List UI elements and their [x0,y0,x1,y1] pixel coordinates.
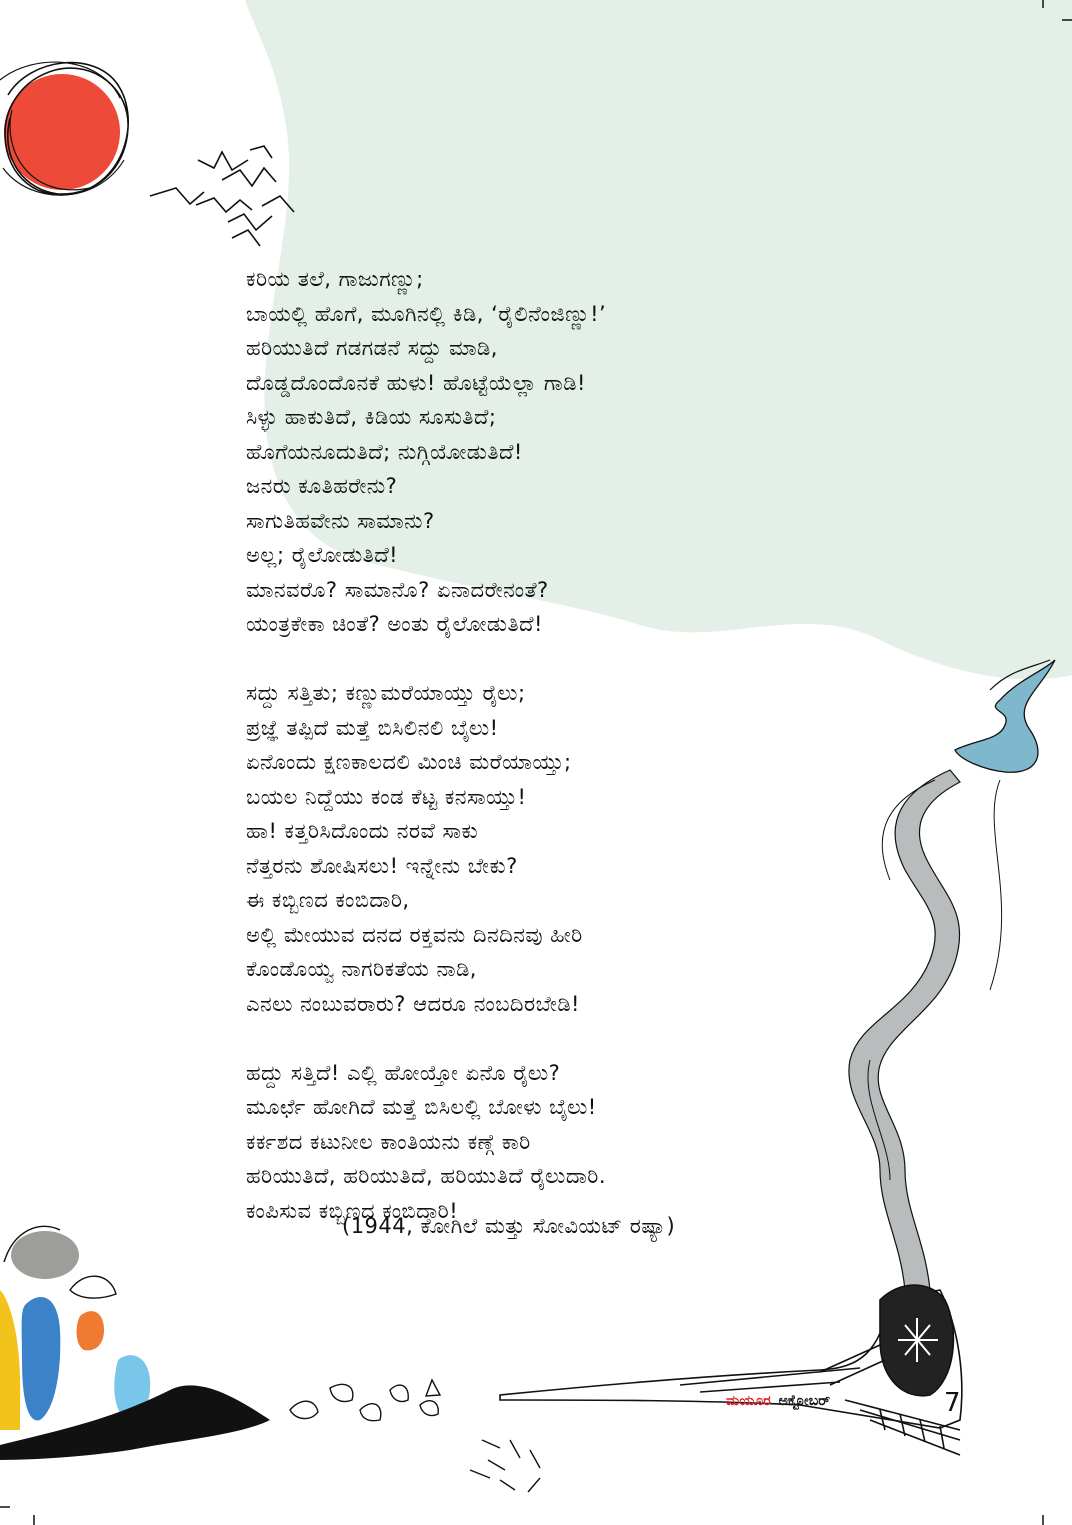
poem-line: ಈ ಕಬ್ಬಿಣದ ಕಂಬಿದಾರಿ, [246,888,410,912]
poem-line: ಹರಿಯುತಿದೆ, ಹರಿಯುತಿದೆ, ಹರಿಯುತಿದೆ ರೈಲುದಾರಿ. [246,1164,607,1188]
stanza-gap [246,1021,806,1056]
birds-illustration [150,146,294,246]
poem-line: ನೆತ್ತರನು ಶೋಷಿಸಲು! ಇನ್ನೇನು ಬೇಕು? [246,853,518,878]
poem-line: ಸಾಗುತಿಹವೇನು ಸಾಮಾನು? [246,508,435,533]
magazine-footer [726,1393,830,1409]
poem-line: ಬಯಲ ನಿದ್ದೆಯು ಕಂಡ ಕೆಟ್ಟ ಕನಸಾಯ್ತು! [246,784,527,809]
poem-stanza [246,1056,806,1229]
poem-line: ಹಾ! ಕತ್ತರಿಸಿದೊಂದು ನರವೆ ಸಾಕು [246,819,479,843]
poem-line: ಕರಿಯ ತಲೆ, ಗಾಜುಗಣ್ಣು; [246,267,424,291]
poem-line: ಬಾಯಲ್ಲಿ ಹೊಗೆ, ಮೂಗಿನಲ್ಲಿ ಕಿಡಿ, ‘ರೈಲಿನೆಂಜಿಣ್ಣು!’ [246,301,607,326]
smoke-illustration [849,770,1002,1290]
poem-line: ಸಿಳ್ಳು ಹಾಕುತಿದೆ, ಕಿಡಿಯ ಸೂಸುತಿದೆ; [246,405,497,429]
poem-line: ಮೂರ್ಛೆ ಹೋಗಿದೆ ಮತ್ತೆ ಬಿಸಿಲಲ್ಲಿ ಬೋಳು ಬೈಲು! [246,1095,597,1119]
poem-line: ಜನರು ಕೂತಿಹರೇನು? [246,474,398,498]
poem-line: ಕರ್ಕಶದ ಕಟುನೀಲ ಕಾಂತಿಯನು ಕಣ್ಗೆ ಕಾರಿ [246,1129,531,1154]
poem-stanza [246,262,806,642]
poem-line: ಹರಿಯುತಿದೆ ಗಡಗಡನೆ ಸದ್ದು ಮಾಡಿ, [246,336,498,360]
poem-line: ಅಲ್ಲ; ರೈಲೋಡುತಿದೆ! [246,543,399,567]
poem-line: ಏನೊಂದು ಕ್ಷಣಕಾಲದಲಿ ಮಿಂಚಿ ಮರೆಯಾಯ್ತು; [246,750,572,774]
poem-line: ಯಂತ್ರಕೇಕಾ ಚಿಂತೆ? ಅಂತು ರೈಲೋಡುತಿದೆ! [246,612,543,636]
stanza-gap [246,642,806,677]
poem-line: ಹೊಗೆಯನೂದುತಿದೆ; ನುಗ್ಗಿಯೋಡುತಿದೆ! [246,439,523,464]
poem-line: ಕಂಪಿಸುವ ಕಬ್ಬಿಣದ ಕಂಬಿದಾರಿ! [246,1198,459,1223]
poem-line: ದೊಡ್ಡದೊಂದೊನಕೆ ಹುಳು! ಹೊಟ್ಟೆಯೆಲ್ಲಾ ಗಾಡಿ! [246,370,586,395]
poem-line: ಮಾನವರೊ? ಸಾಮಾನೊ? ಏನಾದರೇನಂತೆ? [246,577,549,602]
people-illustration [0,1226,270,1460]
poem-line: ಕೊಂಡೊಯ್ವ ನಾಗರಿಕತೆಯ ನಾಡಿ, [246,957,477,981]
poem-body [246,262,806,1228]
issue-month: ಅಕ್ಟೋಬರ್ [778,1393,831,1409]
poem-line: ಅಲ್ಲಿ ಮೇಯುವ ದನದ ರಕ್ತವನು ದಿನದಿನವು ಹೀರಿ [246,922,583,947]
poem-stanza [246,676,806,1021]
train-illustration [500,1285,962,1455]
poem-line: ಸದ್ದು ಸತ್ತಿತು; ಕಣ್ಣುಮರೆಯಾಯ್ತು ರೈಲು; [246,681,526,705]
magazine-name: ಮಯೂರ [726,1393,771,1409]
poem-line: ಪ್ರಜ್ಞೆ ತಪ್ಪಿದೆ ಮತ್ತೆ ಬಿಸಿಲಿನಲಿ ಬೈಲು! [246,715,499,740]
sun-illustration [0,62,128,195]
poem-line: ಎನಲು ನಂಬುವರಾರು? ಆದರೂ ನಂಬದಿರಬೇಡಿ! [246,991,580,1016]
poem-credit: (1944, ಕೋಗಿಲೆ ಮತ್ತು ಸೋವಿಯಟ್ ರಷ್ಯಾ) [342,1214,676,1238]
page-number: 7 [944,1388,961,1418]
poem-line: ಹದ್ದು ಸತ್ತಿದೆ! ಎಲ್ಲಿ ಹೋಯ್ತೋ ಏನೊ ರೈಲು? [246,1060,561,1085]
